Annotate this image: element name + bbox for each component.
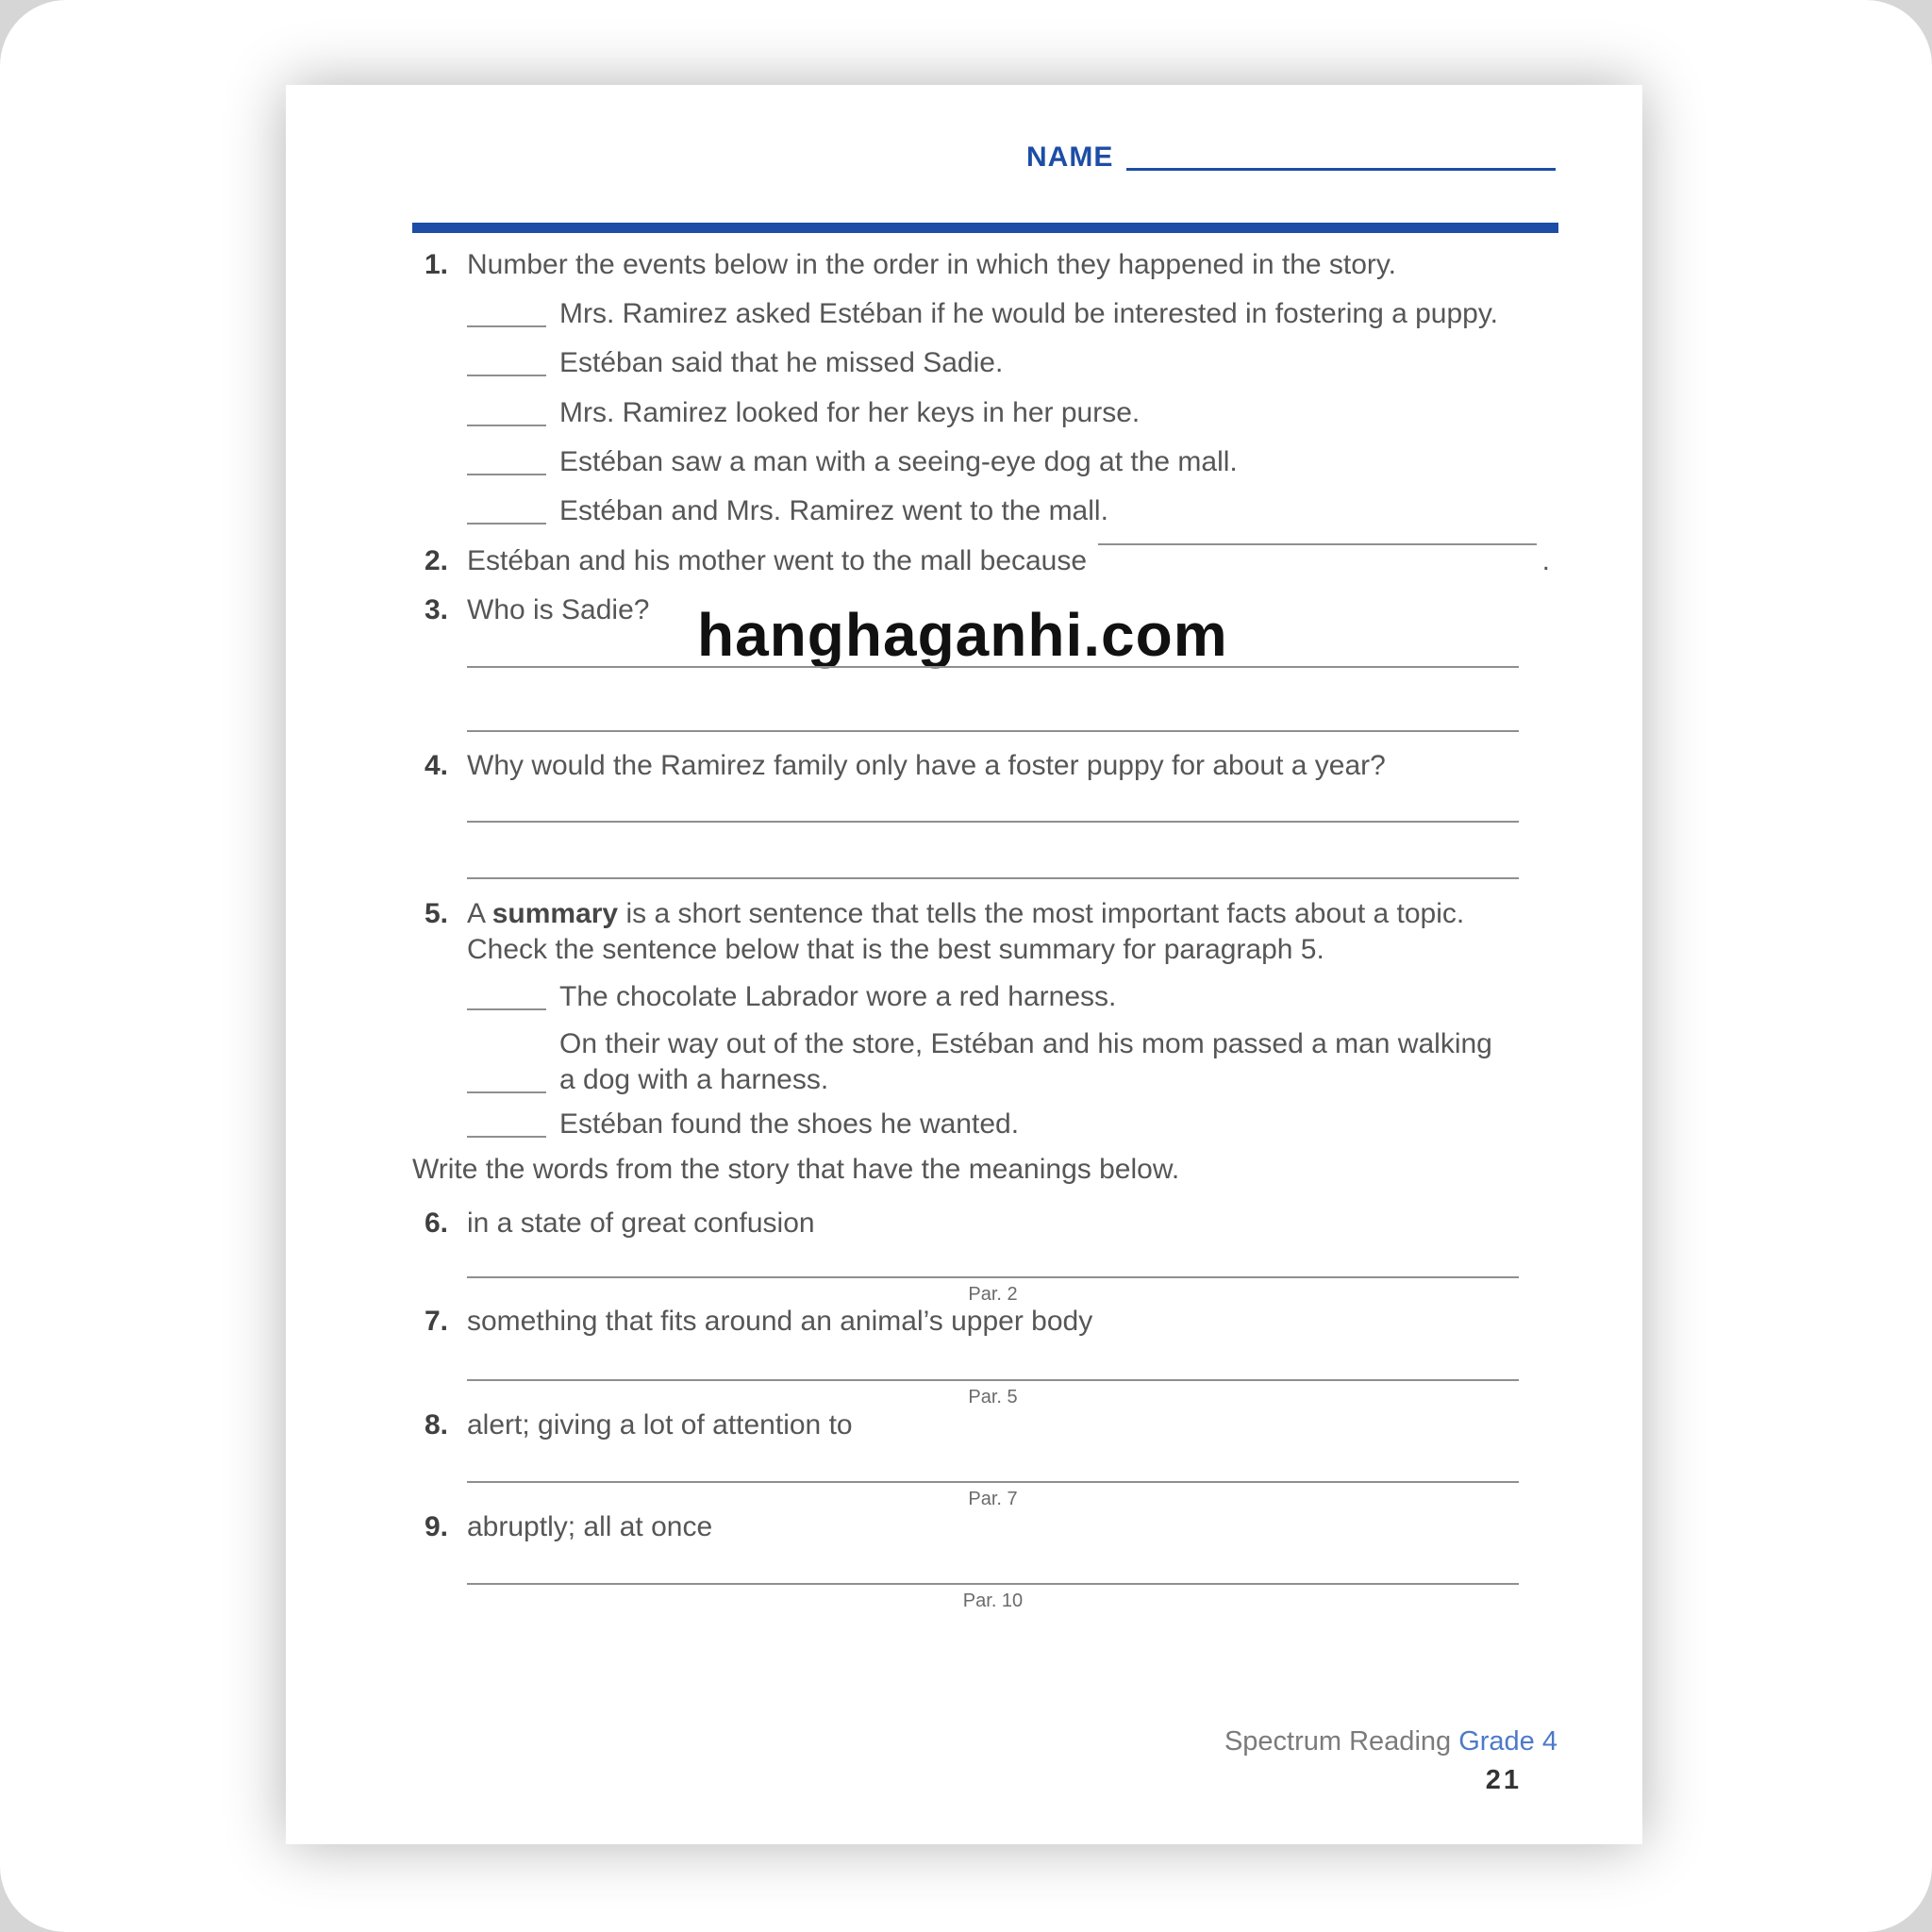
event-1-text: Mrs. Ramirez asked Estéban if he would be interested in fostering a puppy.	[559, 298, 1498, 329]
event-item-3	[467, 395, 1561, 431]
question-7	[390, 1304, 1550, 1340]
event-3-text: Mrs. Ramirez looked for her keys in her purse.	[559, 397, 1141, 428]
event-item-4	[467, 444, 1561, 480]
question-9	[390, 1509, 1550, 1545]
footer-grade-label: Grade 4	[1458, 1726, 1557, 1757]
question-6-par-reference: Par. 2	[968, 1284, 1018, 1305]
name-label: NAME	[1026, 142, 1114, 173]
question-9-number: 9.	[424, 1511, 448, 1542]
question-3-text: Who is Sadie?	[467, 594, 650, 625]
question-5-intro-prefix: A	[467, 898, 492, 929]
event-item-2	[467, 345, 1561, 381]
summary-option-2	[467, 1026, 1561, 1098]
watermark-text: hanghaganhi.com	[697, 601, 1228, 669]
question-5-intro-rest: is a short sentence that tells the most important facts about a topic.	[618, 898, 1465, 929]
question-2-answer-blank	[1098, 543, 1537, 545]
question-8-answer-line	[467, 1481, 1519, 1483]
event-1-blank	[467, 325, 546, 327]
summary-option-1-text: The chocolate Labrador wore a red harness.	[559, 981, 1117, 1012]
footer-book-title	[1224, 1726, 1557, 1757]
summary-option-2-blank	[467, 1091, 546, 1093]
question-5	[390, 896, 1550, 968]
page-footer	[1224, 1726, 1557, 1796]
question-1-text: Number the events below in the order in which they happened in the story.	[467, 249, 1397, 280]
summary-option-3-blank	[467, 1136, 546, 1138]
footer-series-name: Spectrum Reading	[1224, 1726, 1452, 1757]
question-2	[390, 543, 1550, 579]
question-2-period: .	[1541, 545, 1550, 576]
question-3-answer-line-1	[467, 666, 1519, 668]
summary-option-1-blank	[467, 1008, 546, 1010]
header-divider-rule	[412, 223, 1558, 233]
event-2-blank	[467, 375, 546, 376]
event-4-blank	[467, 474, 546, 475]
question-7-number: 7.	[424, 1306, 448, 1337]
name-field-row	[1026, 136, 1556, 174]
question-1-number: 1.	[424, 249, 448, 280]
question-9-par-reference: Par. 10	[962, 1591, 1024, 1611]
question-9-answer-line	[467, 1583, 1519, 1585]
question-6	[390, 1206, 1550, 1241]
question-6-text: in a state of great confusion	[467, 1208, 815, 1239]
event-2-text: Estéban said that he missed Sadie.	[559, 347, 1004, 378]
event-item-5	[467, 493, 1561, 529]
question-5-text	[467, 896, 1464, 968]
question-4-answer-line-1	[467, 821, 1519, 823]
summary-option-2-line1: On their way out of the store, Estéban and his mom passed a man walking	[559, 1028, 1492, 1059]
question-4-number: 4.	[424, 750, 448, 781]
question-8-text: alert; giving a lot of attention to	[467, 1409, 853, 1441]
question-8-number: 8.	[424, 1409, 448, 1441]
event-item-1	[467, 296, 1561, 332]
question-3-answer-line-2	[467, 730, 1519, 732]
summary-option-3-text: Estéban found the shoes he wanted.	[559, 1108, 1020, 1140]
question-6-number: 6.	[424, 1208, 448, 1239]
question-7-answer-line	[467, 1379, 1519, 1381]
question-5-intro-line2: Check the sentence below that is the best summary for paragraph 5.	[467, 934, 1324, 965]
question-4	[390, 748, 1550, 784]
question-7-text: something that fits around an animal’s upper body	[467, 1306, 1093, 1337]
question-6-answer-line	[467, 1276, 1519, 1278]
question-8	[390, 1407, 1550, 1443]
question-5-number: 5.	[424, 898, 448, 929]
question-9-text: abruptly; all at once	[467, 1511, 713, 1542]
question-2-text: Estéban and his mother went to the mall because	[467, 545, 1088, 576]
event-3-blank	[467, 425, 546, 426]
question-1	[390, 247, 1550, 283]
event-5-text: Estéban and Mrs. Ramirez went to the mall.	[559, 495, 1108, 526]
name-blank-line	[1126, 168, 1556, 171]
question-4-answer-line-2	[467, 877, 1519, 879]
vocabulary-section-instruction: Write the words from the story that have the meanings below.	[412, 1154, 1180, 1185]
summary-option-2-line2: a dog with a harness.	[559, 1064, 829, 1095]
page-number: 21	[1485, 1765, 1522, 1795]
question-3-number: 3.	[424, 594, 448, 625]
question-8-par-reference: Par. 7	[968, 1489, 1018, 1509]
summary-option-2-text	[559, 1026, 1492, 1098]
summary-option-1	[467, 979, 1561, 1015]
event-5-blank	[467, 523, 546, 525]
question-7-par-reference: Par. 5	[968, 1387, 1018, 1407]
worksheet-page	[286, 85, 1642, 1844]
event-4-text: Estéban saw a man with a seeing-eye dog at the mall.	[559, 446, 1238, 477]
summary-option-3	[467, 1107, 1561, 1142]
question-4-text: Why would the Ramirez family only have a foster puppy for about a year?	[467, 750, 1386, 781]
question-2-number: 2.	[424, 545, 448, 576]
question-5-bold-term: summary	[491, 898, 619, 929]
